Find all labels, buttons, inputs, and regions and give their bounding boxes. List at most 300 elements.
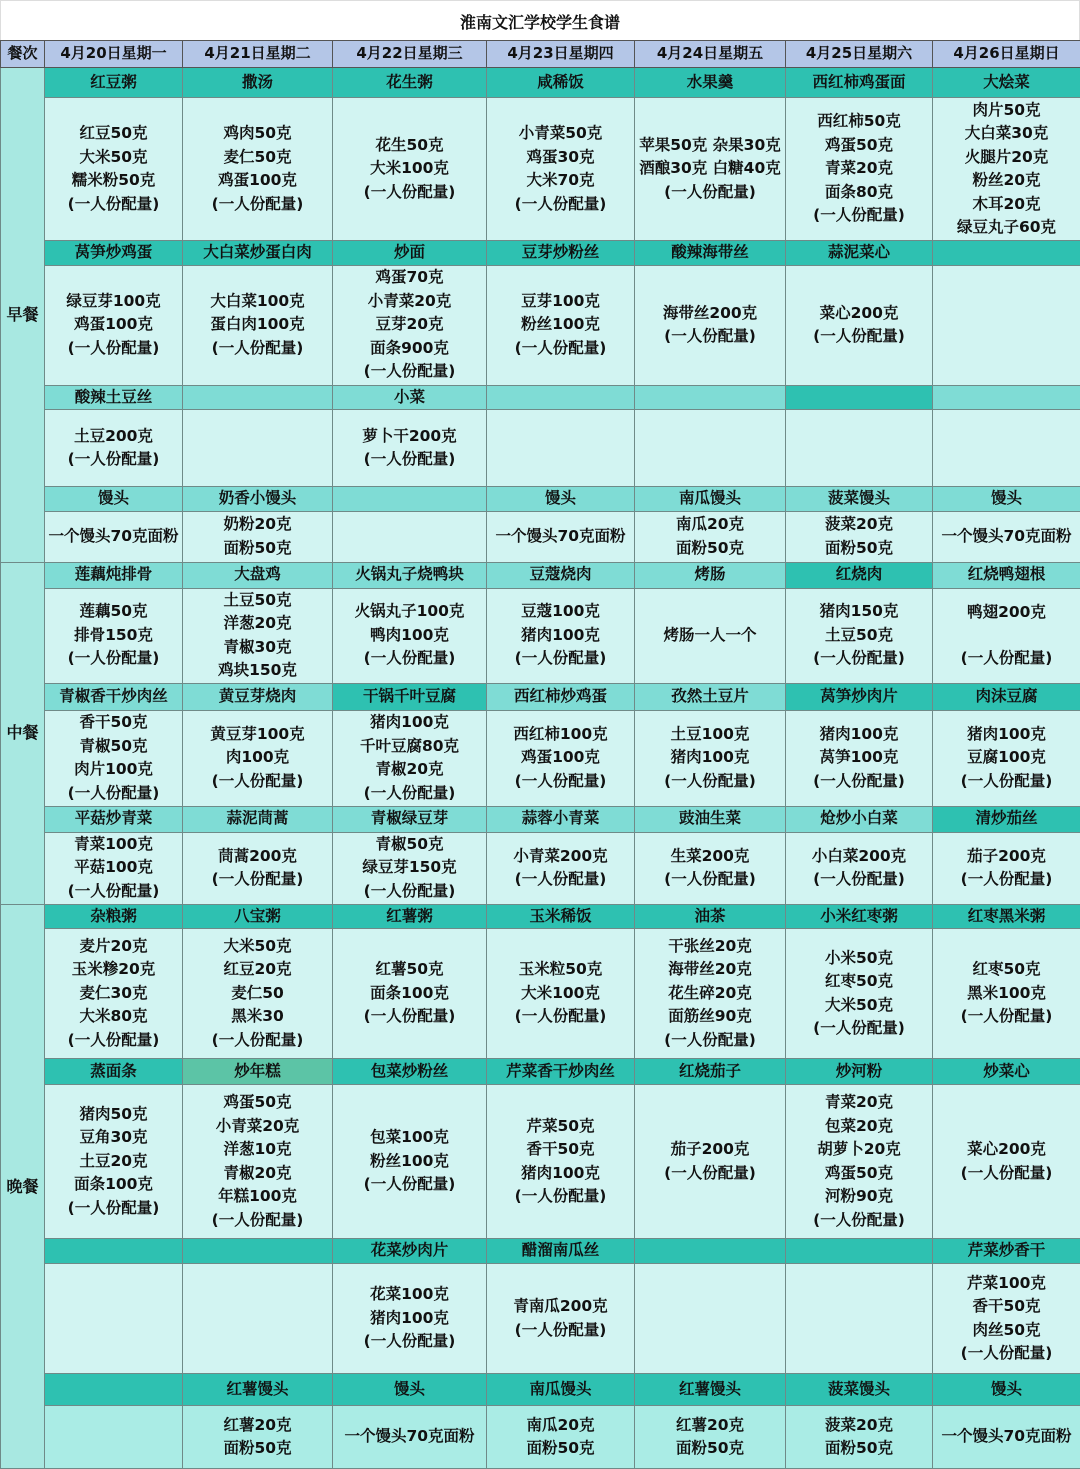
ingredient-line: (一人份配量) [788,1017,930,1041]
ingredient-line: (一人份配量) [637,1029,783,1053]
ingredients-cell [933,410,1080,487]
ingredients-cell [333,588,487,683]
ingredients-cell [487,1406,635,1469]
ingredients-cell [45,98,183,241]
ingredient-line: (一人份配量) [637,770,783,794]
ingredient-line: 面条80克 [788,181,930,205]
ingredients-cell [786,265,933,385]
ingredients-cell [333,710,487,806]
ingredients-cell [333,1085,487,1239]
ingredient-line: 豆腐100克 [935,746,1078,770]
ingredient-line: 洋葱20克 [185,612,330,636]
ingredients-cell [183,1085,333,1239]
ingredient-line: 青菜20克 [788,157,930,181]
ingredient-line: 大米100克 [335,157,484,181]
ingredient-line: 木耳20克 [935,193,1078,217]
ingredients-cell [333,1264,487,1374]
ingredient-line: 红豆20克 [185,958,330,982]
ingredient-line: 鸡蛋100克 [489,746,632,770]
dish-name [45,1374,183,1406]
dish-name-row [1,683,1080,710]
dish-name: 花菜炒肉片 [333,1239,487,1264]
dish-name: 大白菜炒蛋白肉 [183,241,333,266]
ingredient-line: 粉丝20克 [935,169,1078,193]
ingredient-line: 茄子200克 [637,1138,783,1162]
ingredient-line: (一人份配量) [489,193,632,217]
ingredient-line: 茄子200克 [935,845,1078,869]
dish-name-row [1,1239,1080,1264]
ingredients-cell [786,929,933,1059]
dish-name [45,1239,183,1264]
ingredient-line: 一个馒头70克面粉 [935,525,1078,549]
ingredient-line: 黑米30 [185,1005,330,1029]
ingredient-line: (一人份配量) [47,448,180,472]
dish-name: 炒面 [333,241,487,266]
ingredient-line: 绿豆芽100克 [47,290,180,314]
ingredient-line: (一人份配量) [637,868,783,892]
ingredient-line: (一人份配量) [185,193,330,217]
ingredients-row [1,265,1080,385]
ingredient-line: 菜心200克 [788,302,930,326]
ingredients-cell [183,98,333,241]
ingredient-line: 海带丝20克 [637,958,783,982]
ingredient-line: 面条100克 [47,1173,180,1197]
ingredient-line: 红枣50克 [788,970,930,994]
ingredient-line: 青椒20克 [185,1162,330,1186]
ingredient-line: 土豆100克 [637,723,783,747]
dish-name: 炒菜心 [933,1059,1080,1085]
ingredient-line: (一人份配量) [185,1209,330,1233]
ingredients-cell [635,511,786,562]
dish-name-row [1,806,1080,832]
ingredient-line: 莴笋100克 [788,746,930,770]
ingredient-line: 鸡蛋70克 [335,266,484,290]
ingredient-line: 红薯50克 [335,958,484,982]
ingredients-cell [786,98,933,241]
dish-name: 蒜蓉小青菜 [487,806,635,832]
ingredients-cell [45,832,183,904]
ingredient-line: 玉米糁20克 [47,958,180,982]
ingredient-line: 面粉50克 [637,1437,783,1461]
ingredients-row [1,1264,1080,1374]
ingredient-line: 烤肠一人一个 [637,624,783,648]
dish-name: 莴笋炒鸡蛋 [45,241,183,266]
ingredient-line: (一人份配量) [47,1197,180,1221]
dish-name: 炒河粉 [786,1059,933,1085]
dish-name: 馒头 [933,487,1080,512]
ingredients-cell [183,588,333,683]
ingredient-line: 洋葱10克 [185,1138,330,1162]
ingredient-line: 黄豆芽100克 [185,723,330,747]
ingredients-cell [333,1406,487,1469]
dish-name: 玉米稀饭 [487,904,635,929]
dish-name: 水果羹 [635,68,786,98]
dish-name-row [1,68,1080,98]
ingredients-cell [635,410,786,487]
ingredients-row [1,588,1080,683]
ingredient-line: 鸡蛋100克 [47,313,180,337]
dish-name: 烤肠 [635,562,786,588]
ingredient-line: (一人份配量) [335,880,484,904]
dish-name: 馒头 [933,1374,1080,1406]
ingredient-line: 麦仁30克 [47,982,180,1006]
ingredient-line: (一人份配量) [335,360,484,384]
ingredients-cell [786,710,933,806]
ingredient-line: 青椒30克 [185,636,330,660]
ingredient-line: 蛋白肉100克 [185,313,330,337]
ingredient-line: (一人份配量) [489,1185,632,1209]
ingredient-line: 小青菜50克 [489,122,632,146]
ingredients-row [1,832,1080,904]
ingredient-line: 粉丝100克 [335,1150,484,1174]
ingredients-row [1,929,1080,1059]
ingredients-cell [333,511,487,562]
ingredient-line: 大米50克 [788,994,930,1018]
ingredient-line: 面粉50克 [637,537,783,561]
ingredient-line: (一人份配量) [637,181,783,205]
ingredient-line: 面筋丝90克 [637,1005,783,1029]
ingredient-line: 鸭翅200克 [935,601,1078,625]
ingredient-line: 面条900克 [335,337,484,361]
dish-name: 酸辣海带丝 [635,241,786,266]
dish-name: 红薯粥 [333,904,487,929]
ingredient-line: 青椒50克 [47,735,180,759]
ingredient-line: (一人份配量) [489,770,632,794]
ingredient-line: 南瓜20克 [489,1414,632,1438]
dish-name: 八宝粥 [183,904,333,929]
ingredient-line: 奶粉20克 [185,513,330,537]
ingredient-line: 包菜20克 [788,1115,930,1139]
ingredient-line: (一人份配量) [185,337,330,361]
ingredient-line: (一人份配量) [335,181,484,205]
day-header: 4月21日星期二 [183,41,333,68]
ingredient-line: (一人份配量) [185,868,330,892]
ingredient-line: 大米70克 [489,169,632,193]
dish-name [786,1239,933,1264]
ingredient-line: 香干50克 [935,1295,1078,1319]
ingredient-line: (一人份配量) [935,868,1078,892]
dish-name: 黄豆芽烧肉 [183,683,333,710]
dish-name: 菠菜馒头 [786,487,933,512]
ingredient-line: 面粉50克 [185,537,330,561]
ingredients-cell [635,588,786,683]
ingredient-line: (一人份配量) [788,770,930,794]
ingredient-line: 面粉50克 [788,537,930,561]
ingredient-line: 猪肉100克 [489,624,632,648]
ingredients-cell [45,588,183,683]
ingredient-line: 一个馒头70克面粉 [47,525,180,549]
ingredient-line: 海带丝200克 [637,302,783,326]
ingredient-line: 大米50克 [185,935,330,959]
ingredients-cell [933,511,1080,562]
ingredient-line: (一人份配量) [788,647,930,671]
ingredient-line: 年糕100克 [185,1185,330,1209]
ingredients-cell [183,1406,333,1469]
dish-name: 西红柿鸡蛋面 [786,68,933,98]
ingredient-line: 芹菜50克 [489,1115,632,1139]
ingredients-cell [786,832,933,904]
ingredient-line: 猪肉50克 [47,1103,180,1127]
dish-name: 西红柿炒鸡蛋 [487,683,635,710]
ingredient-line: 南瓜20克 [637,513,783,537]
ingredients-cell [333,929,487,1059]
dish-name: 豉油生菜 [635,806,786,832]
ingredient-line: 猪肉100克 [489,1162,632,1186]
ingredients-cell [487,832,635,904]
ingredients-cell [487,511,635,562]
dish-name: 芹菜香干炒肉丝 [487,1059,635,1085]
dish-name-row [1,241,1080,266]
ingredients-row [1,1085,1080,1239]
ingredient-line: (一人份配量) [935,770,1078,794]
ingredient-line: (一人份配量) [47,647,180,671]
ingredient-line: 青菜100克 [47,833,180,857]
ingredient-line: 西红柿100克 [489,723,632,747]
dish-name: 芹菜炒香干 [933,1239,1080,1264]
ingredients-cell [45,1264,183,1374]
ingredient-line: 粉丝100克 [489,313,632,337]
ingredient-line: (一人份配量) [788,868,930,892]
ingredient-line: 猪肉100克 [637,746,783,770]
ingredient-line: (一人份配量) [47,782,180,806]
ingredient-line: 肉丝50克 [935,1319,1078,1343]
ingredients-cell [933,832,1080,904]
ingredient-line: 花菜100克 [335,1283,484,1307]
ingredients-cell [333,832,487,904]
ingredient-line: 黑米100克 [935,982,1078,1006]
ingredient-line: (一人份配量) [935,1342,1078,1366]
ingredient-line: 香干50克 [489,1138,632,1162]
dish-name [933,385,1080,410]
ingredient-line: 豆蔻100克 [489,600,632,624]
meal-label: 晚餐 [1,904,45,1469]
dish-name: 红枣黑米粥 [933,904,1080,929]
ingredient-line: 大米100克 [489,982,632,1006]
ingredient-line: 红豆50克 [47,122,180,146]
ingredient-line: (一人份配量) [47,1029,180,1053]
dish-name: 奶香小馒头 [183,487,333,512]
ingredient-line: 花生50克 [335,134,484,158]
ingredient-line: 河粉90克 [788,1185,930,1209]
ingredients-cell [635,832,786,904]
ingredients-cell [487,588,635,683]
dish-name: 肉沫豆腐 [933,683,1080,710]
ingredients-cell [333,265,487,385]
ingredient-line: 肉100克 [185,746,330,770]
ingredient-line: 面粉50克 [489,1437,632,1461]
ingredient-line: 绿豆丸子60克 [935,216,1078,240]
ingredients-cell [635,1264,786,1374]
ingredients-cell [183,1264,333,1374]
dish-name: 蒸面条 [45,1059,183,1085]
dish-name: 干锅千叶豆腐 [333,683,487,710]
dish-name: 蒜泥茼蒿 [183,806,333,832]
ingredient-line: 大白菜100克 [185,290,330,314]
ingredients-cell [635,929,786,1059]
ingredients-cell [933,265,1080,385]
dish-name: 孜然土豆片 [635,683,786,710]
day-header: 4月22日星期三 [333,41,487,68]
dish-name: 莲藕炖排骨 [45,562,183,588]
ingredient-line: (一人份配量) [788,325,930,349]
ingredient-line: 一个馒头70克面粉 [335,1425,484,1449]
ingredients-cell [786,1264,933,1374]
ingredients-row [1,511,1080,562]
header-row [1,41,1080,68]
ingredients-cell [183,410,333,487]
ingredient-line: 花生碎20克 [637,982,783,1006]
ingredient-line: 豆角30克 [47,1126,180,1150]
dish-name-row [1,487,1080,512]
ingredient-line: 小青菜20克 [185,1115,330,1139]
ingredient-line: 麦仁50克 [185,146,330,170]
ingredient-line: (一人份配量) [335,647,484,671]
dish-name: 红烧茄子 [635,1059,786,1085]
ingredient-line: (一人份配量) [489,1005,632,1029]
ingredient-line: 猪肉100克 [788,723,930,747]
dish-name: 杂粮粥 [45,904,183,929]
ingredients-cell [183,511,333,562]
ingredient-line: (一人份配量) [935,647,1078,671]
ingredients-cell [487,929,635,1059]
dish-name: 花生粥 [333,68,487,98]
dish-name: 菠菜馒头 [786,1374,933,1406]
dish-name: 馒头 [487,487,635,512]
ingredient-line: 小青菜20克 [335,290,484,314]
ingredients-row [1,710,1080,806]
ingredients-cell [487,410,635,487]
ingredient-line: 茼蒿200克 [185,845,330,869]
ingredients-cell [933,1264,1080,1374]
dish-name: 红薯馒头 [183,1374,333,1406]
ingredient-line: 千叶豆腐80克 [335,735,484,759]
dish-name: 馒头 [45,487,183,512]
dish-name: 青椒绿豆芽 [333,806,487,832]
ingredient-line: 鸡蛋100克 [185,169,330,193]
ingredients-row [1,98,1080,241]
ingredients-cell [635,1085,786,1239]
ingredients-cell [487,1085,635,1239]
dish-name: 小米红枣粥 [786,904,933,929]
ingredient-line: 鸡蛋50克 [788,134,930,158]
ingredient-line: 土豆200克 [47,425,180,449]
dish-name: 火锅丸子烧鸭块 [333,562,487,588]
ingredient-line: 鸡块150克 [185,659,330,683]
ingredients-cell [333,410,487,487]
ingredient-line: 菜心200克 [935,1138,1078,1162]
ingredients-cell [786,511,933,562]
dish-name-row [1,562,1080,588]
ingredient-line [935,624,1078,647]
dish-name: 小菜 [333,385,487,410]
dish-name [635,1239,786,1264]
dish-name: 豆芽炒粉丝 [487,241,635,266]
dish-name: 蒜泥菜心 [786,241,933,266]
ingredient-line: (一人份配量) [335,1173,484,1197]
ingredient-line: 西红柿50克 [788,110,930,134]
meal-column-header: 餐次 [1,41,45,68]
ingredient-line: 小米50克 [788,947,930,971]
dish-name-row [1,1059,1080,1085]
ingredient-line: 小青菜200克 [489,845,632,869]
ingredients-cell [635,710,786,806]
ingredient-line: (一人份配量) [637,325,783,349]
ingredient-line: (一人份配量) [489,337,632,361]
ingredients-cell [933,1085,1080,1239]
ingredient-line: (一人份配量) [637,1162,783,1186]
dish-name [635,385,786,410]
dish-name: 馒头 [333,1374,487,1406]
ingredient-line: 干张丝20克 [637,935,783,959]
ingredients-cell [933,1406,1080,1469]
ingredients-cell [45,265,183,385]
ingredient-line: 青椒50克 [335,833,484,857]
ingredient-line: 菠菜20克 [788,1414,930,1438]
ingredient-line: (一人份配量) [185,1029,330,1053]
dish-name: 咸稀饭 [487,68,635,98]
dish-name: 醋溜南瓜丝 [487,1239,635,1264]
ingredient-line: 麦仁50 [185,982,330,1006]
ingredient-line: (一人份配量) [489,868,632,892]
ingredient-line: 菠菜20克 [788,513,930,537]
ingredient-line: 豆芽100克 [489,290,632,314]
ingredients-cell [183,832,333,904]
ingredients-cell [333,98,487,241]
ingredient-line: (一人份配量) [489,647,632,671]
dish-name: 红烧肉 [786,562,933,588]
ingredients-cell [183,929,333,1059]
ingredients-cell [45,1085,183,1239]
ingredient-line: 猪肉100克 [335,711,484,735]
dish-name [183,385,333,410]
ingredient-line: 胡萝卜20克 [788,1138,930,1162]
dish-name: 包菜炒粉丝 [333,1059,487,1085]
ingredient-line: 麦片20克 [47,935,180,959]
dish-name [786,385,933,410]
ingredient-line: (一人份配量) [47,337,180,361]
dish-name [933,241,1080,266]
ingredient-line: 鸡蛋30克 [489,146,632,170]
menu-table [0,40,1080,1469]
ingredients-row [1,410,1080,487]
ingredients-cell [183,710,333,806]
ingredients-cell [183,265,333,385]
dish-name-row [1,1374,1080,1406]
ingredients-cell [45,1406,183,1469]
ingredient-line: 玉米粒50克 [489,958,632,982]
ingredients-cell [45,511,183,562]
dish-name-row [1,904,1080,929]
page-title: 淮南文汇学校学生食谱 [0,0,1080,40]
ingredient-line: (一人份配量) [935,1005,1078,1029]
ingredient-line: 糯米粉50克 [47,169,180,193]
ingredients-cell [933,929,1080,1059]
ingredient-line: (一人份配量) [335,1005,484,1029]
ingredient-line: 土豆50克 [185,589,330,613]
dish-name: 南瓜馒头 [635,487,786,512]
dish-name: 大烩菜 [933,68,1080,98]
ingredients-cell [933,98,1080,241]
ingredient-line: 大米80克 [47,1005,180,1029]
ingredient-line: 芹菜100克 [935,1272,1078,1296]
ingredient-line: 鸡蛋50克 [185,1091,330,1115]
ingredient-line: 肉片50克 [935,99,1078,123]
ingredients-cell [786,1085,933,1239]
dish-name: 炒年糕 [183,1059,333,1085]
ingredient-line: 青南瓜200克 [489,1295,632,1319]
ingredients-cell [45,929,183,1059]
ingredient-line: (一人份配量) [335,782,484,806]
